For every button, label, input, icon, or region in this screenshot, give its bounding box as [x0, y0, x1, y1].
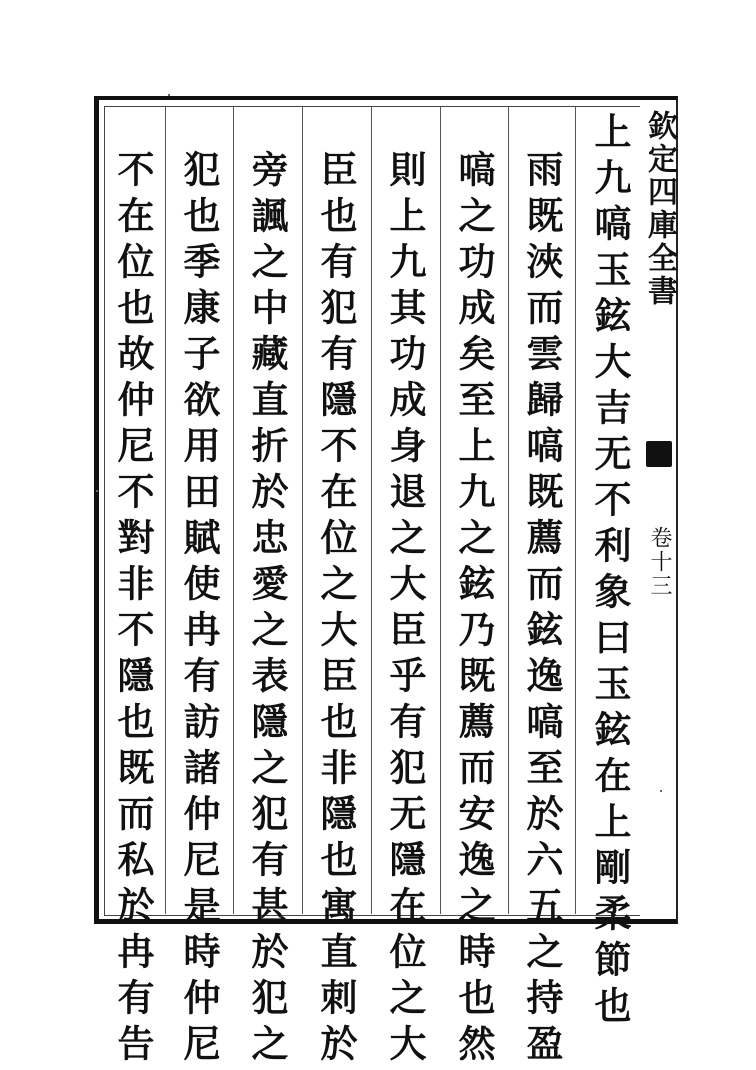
volume-label: 卷十三 — [647, 526, 672, 598]
text-column-2 — [512, 150, 572, 1070]
column-divider — [165, 106, 166, 914]
text-column-7 — [169, 150, 229, 1070]
text-column-4 — [375, 150, 435, 1070]
text-column-8 — [103, 150, 163, 1070]
column-text: 不在位也故仲尼不對非不隱也既而私於冉有告 — [111, 150, 155, 1070]
column-text: 則上九其功成身退之大臣乎有犯无隱在位之大 — [383, 150, 427, 1070]
column-divider — [371, 106, 372, 914]
column-divider — [302, 106, 303, 914]
column-divider — [575, 106, 576, 914]
scan-speck — [660, 790, 662, 792]
text-column-5 — [306, 150, 366, 1070]
book-title: 欽定四庫全書 — [642, 110, 677, 308]
scan-speck — [168, 94, 170, 96]
column-divider — [440, 106, 441, 914]
column-text: 旁諷之中藏直折於忠愛之表隱之犯有甚於犯之 — [245, 150, 289, 1070]
fishtail-mark-icon — [646, 441, 672, 467]
column-text: 雨既浹而雲歸嗃既薦而鉉逸嗃至於六五之持盈 — [520, 150, 564, 1070]
column-divider — [508, 106, 509, 914]
column-divider — [233, 106, 234, 914]
column-text: 嗃之功成矣至上九之鉉乃既薦而安逸之時也然 — [452, 150, 496, 1070]
text-column-6 — [237, 150, 297, 1070]
column-text: 犯也季康子欲用田賦使冉有訪諸仲尼是時仲尼 — [177, 150, 221, 1070]
page-margin — [640, 106, 678, 914]
column-text: 上九嗃玉鉉大吉无不利象曰玉鉉在上剛柔節也 — [588, 112, 632, 1032]
text-column-1 — [580, 112, 640, 1032]
column-text: 臣也有犯有隱不在位之大臣也非隱也寓直刺於 — [314, 150, 358, 1070]
scan-speck — [96, 490, 98, 492]
text-column-3 — [444, 150, 504, 1070]
